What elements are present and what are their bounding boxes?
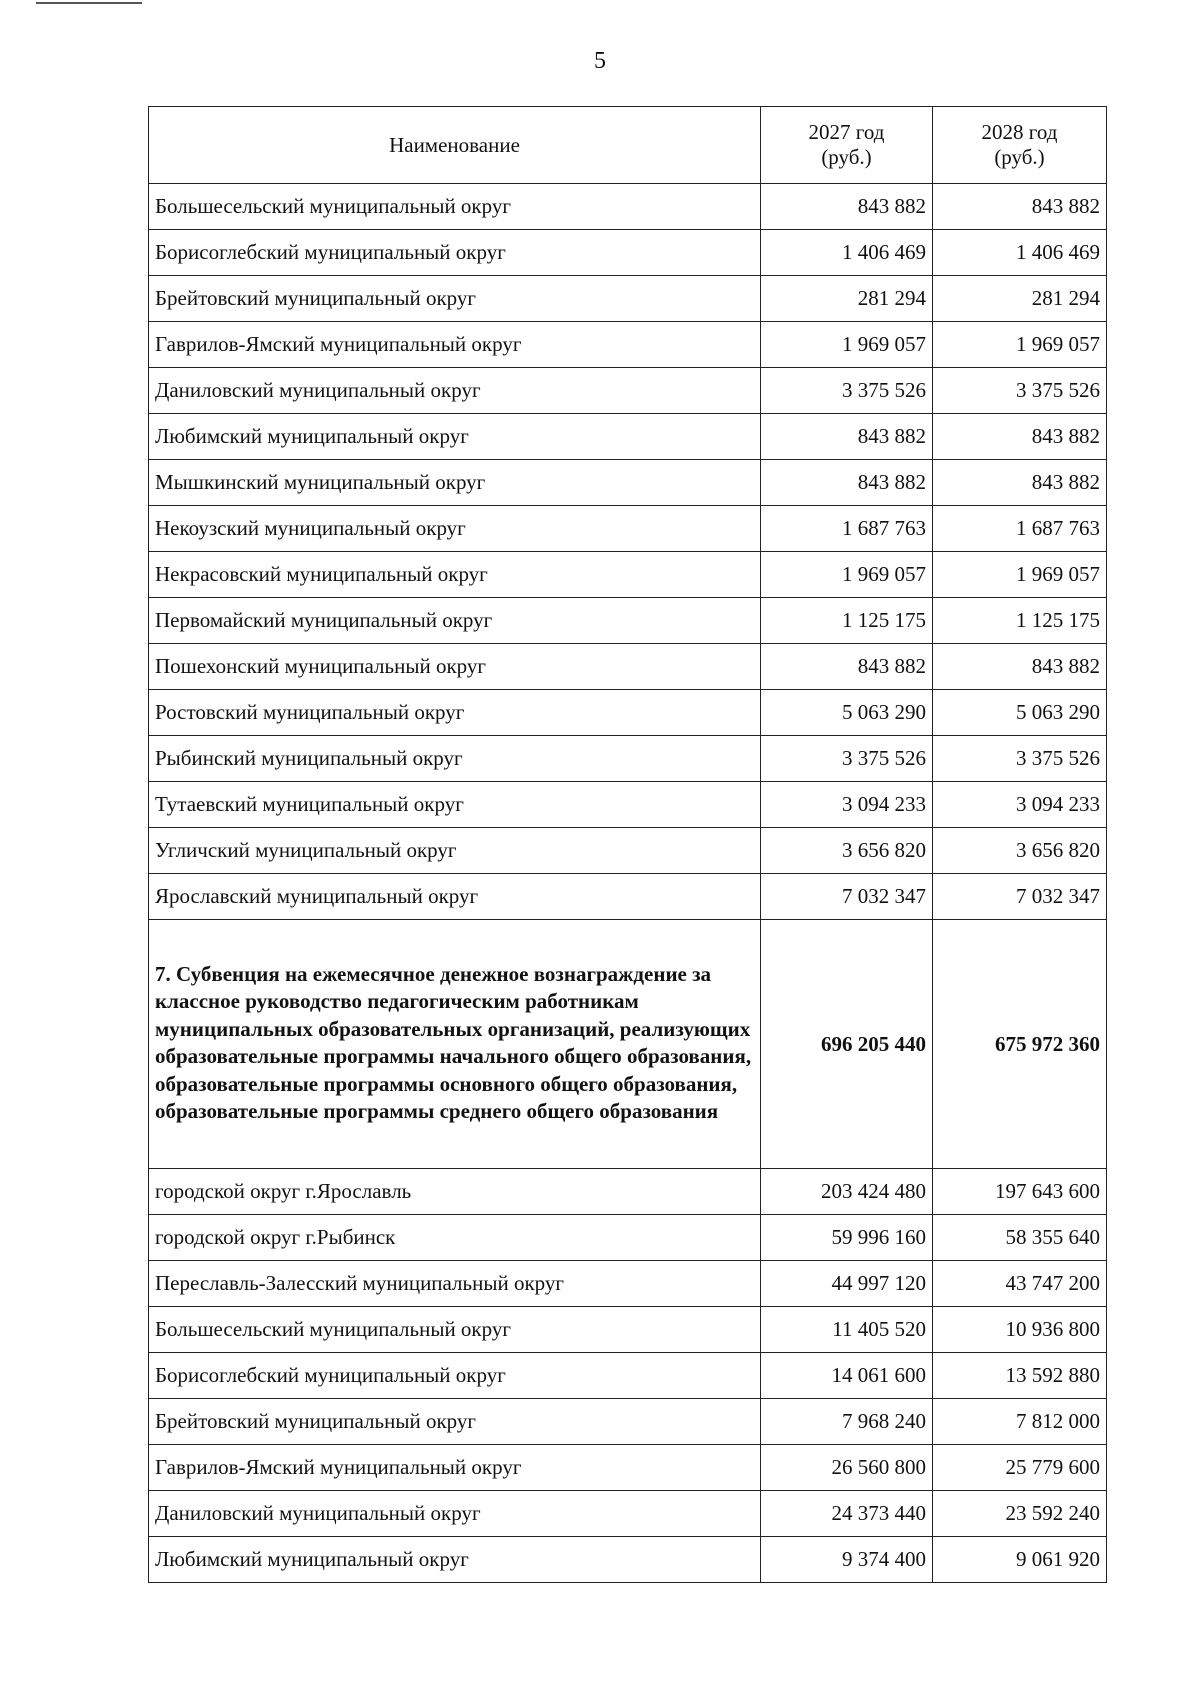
table-body <box>149 184 1107 1583</box>
amount-2028-cell: 843 882 <box>933 414 1107 460</box>
table-header-row <box>149 107 1107 184</box>
table-row <box>149 782 1107 828</box>
amount-2027-cell: 1 687 763 <box>761 506 933 552</box>
municipality-name-cell: Ростовский муниципальный округ <box>149 690 761 736</box>
amount-2027-cell: 843 882 <box>761 460 933 506</box>
amount-2028-cell: 7 032 347 <box>933 874 1107 920</box>
amount-2027-cell: 3 094 233 <box>761 782 933 828</box>
amount-2028-cell: 843 882 <box>933 460 1107 506</box>
municipality-name-cell: Угличский муниципальный округ <box>149 828 761 874</box>
amount-2028-cell: 3 094 233 <box>933 782 1107 828</box>
amount-2028-cell: 5 063 290 <box>933 690 1107 736</box>
table-row <box>149 690 1107 736</box>
amount-2027-cell: 843 882 <box>761 184 933 230</box>
municipality-name-cell: Любимский муниципальный округ <box>149 414 761 460</box>
municipality-name-cell: Большесельский муниципальный округ <box>149 1307 761 1353</box>
municipality-name-cell: Даниловский муниципальный округ <box>149 368 761 414</box>
amount-2028-cell: 1 969 057 <box>933 552 1107 598</box>
municipality-name-cell: Брейтовский муниципальный округ <box>149 1399 761 1445</box>
table-row <box>149 1169 1107 1215</box>
amount-2027-cell: 11 405 520 <box>761 1307 933 1353</box>
amount-2028-cell: 675 972 360 <box>933 920 1107 1169</box>
scan-edge-mark <box>36 2 142 4</box>
amount-2027-cell: 1 406 469 <box>761 230 933 276</box>
header-year-2027: 2027 год (руб.) <box>761 107 933 184</box>
table-row <box>149 1491 1107 1537</box>
table-row <box>149 506 1107 552</box>
amount-2028-cell: 1 687 763 <box>933 506 1107 552</box>
amount-2027-cell: 281 294 <box>761 276 933 322</box>
section-row <box>149 920 1107 1169</box>
table-row <box>149 1261 1107 1307</box>
amount-2027-cell: 203 424 480 <box>761 1169 933 1215</box>
table-row <box>149 184 1107 230</box>
municipality-name-cell: Борисоглебский муниципальный округ <box>149 1353 761 1399</box>
amount-2028-cell: 1 969 057 <box>933 322 1107 368</box>
municipality-name-cell: Некрасовский муниципальный округ <box>149 552 761 598</box>
amount-2028-cell: 843 882 <box>933 644 1107 690</box>
municipality-name-cell: Любимский муниципальный округ <box>149 1537 761 1583</box>
amount-2027-cell: 5 063 290 <box>761 690 933 736</box>
amount-2027-cell: 7 968 240 <box>761 1399 933 1445</box>
amount-2028-cell: 281 294 <box>933 276 1107 322</box>
amount-2027-cell: 696 205 440 <box>761 920 933 1169</box>
amount-2028-cell: 197 643 600 <box>933 1169 1107 1215</box>
amount-2028-cell: 9 061 920 <box>933 1537 1107 1583</box>
table-row <box>149 1307 1107 1353</box>
municipality-name-cell: Первомайский муниципальный округ <box>149 598 761 644</box>
table-row <box>149 460 1107 506</box>
amount-2027-cell: 1 125 175 <box>761 598 933 644</box>
municipality-name-cell: Даниловский муниципальный округ <box>149 1491 761 1537</box>
amount-2027-cell: 9 374 400 <box>761 1537 933 1583</box>
section-title-cell: 7. Субвенция на ежемесячное денежное вознаграждение за классное руководство педагогическим работникам муниципальных образовательных организаций, реализующих образовательные программы начального общего образования, образовательные программы основного общего образования, образовательные программы среднего общего образования <box>149 920 761 1169</box>
amount-2028-cell: 3 656 820 <box>933 828 1107 874</box>
amount-2027-cell: 3 656 820 <box>761 828 933 874</box>
amount-2027-cell: 26 560 800 <box>761 1445 933 1491</box>
amount-2027-cell: 3 375 526 <box>761 368 933 414</box>
table-row <box>149 598 1107 644</box>
table-row <box>149 230 1107 276</box>
municipality-name-cell: Брейтовский муниципальный округ <box>149 276 761 322</box>
municipality-name-cell: Тутаевский муниципальный округ <box>149 782 761 828</box>
table-row <box>149 368 1107 414</box>
table-row <box>149 828 1107 874</box>
table-row <box>149 276 1107 322</box>
amount-2028-cell: 13 592 880 <box>933 1353 1107 1399</box>
municipality-name-cell: Большесельский муниципальный округ <box>149 184 761 230</box>
amount-2027-cell: 14 061 600 <box>761 1353 933 1399</box>
header-name: Наименование <box>149 107 761 184</box>
amount-2028-cell: 3 375 526 <box>933 368 1107 414</box>
budget-table <box>148 106 1107 1583</box>
table-row <box>149 1537 1107 1583</box>
amount-2028-cell: 43 747 200 <box>933 1261 1107 1307</box>
municipality-name-cell: Некоузский муниципальный округ <box>149 506 761 552</box>
municipality-name-cell: Ярославский муниципальный округ <box>149 874 761 920</box>
header-year-2028: 2028 год (руб.) <box>933 107 1107 184</box>
amount-2027-cell: 843 882 <box>761 414 933 460</box>
table-row <box>149 736 1107 782</box>
table-row <box>149 874 1107 920</box>
amount-2027-cell: 3 375 526 <box>761 736 933 782</box>
table-row <box>149 1353 1107 1399</box>
municipality-name-cell: Переславль-Залесский муниципальный округ <box>149 1261 761 1307</box>
amount-2027-cell: 843 882 <box>761 644 933 690</box>
table-row <box>149 644 1107 690</box>
amount-2028-cell: 843 882 <box>933 184 1107 230</box>
municipality-name-cell: Пошехонский муниципальный округ <box>149 644 761 690</box>
table-row <box>149 552 1107 598</box>
municipality-name-cell: Рыбинский муниципальный округ <box>149 736 761 782</box>
amount-2028-cell: 23 592 240 <box>933 1491 1107 1537</box>
table-row <box>149 414 1107 460</box>
table-row <box>149 1445 1107 1491</box>
municipality-name-cell: городской округ г.Рыбинск <box>149 1215 761 1261</box>
municipality-name-cell: Мышкинский муниципальный округ <box>149 460 761 506</box>
amount-2027-cell: 59 996 160 <box>761 1215 933 1261</box>
municipality-name-cell: Гаврилов-Ямский муниципальный округ <box>149 322 761 368</box>
amount-2028-cell: 1 406 469 <box>933 230 1107 276</box>
amount-2028-cell: 7 812 000 <box>933 1399 1107 1445</box>
amount-2028-cell: 1 125 175 <box>933 598 1107 644</box>
amount-2027-cell: 1 969 057 <box>761 552 933 598</box>
table-row <box>149 1215 1107 1261</box>
table-row <box>149 1399 1107 1445</box>
amount-2027-cell: 1 969 057 <box>761 322 933 368</box>
amount-2027-cell: 7 032 347 <box>761 874 933 920</box>
municipality-name-cell: Гаврилов-Ямский муниципальный округ <box>149 1445 761 1491</box>
amount-2028-cell: 58 355 640 <box>933 1215 1107 1261</box>
amount-2028-cell: 10 936 800 <box>933 1307 1107 1353</box>
municipality-name-cell: городской округ г.Ярославль <box>149 1169 761 1215</box>
municipality-name-cell: Борисоглебский муниципальный округ <box>149 230 761 276</box>
amount-2028-cell: 3 375 526 <box>933 736 1107 782</box>
amount-2028-cell: 25 779 600 <box>933 1445 1107 1491</box>
table-row <box>149 322 1107 368</box>
amount-2027-cell: 24 373 440 <box>761 1491 933 1537</box>
amount-2027-cell: 44 997 120 <box>761 1261 933 1307</box>
page-number: 5 <box>594 48 606 74</box>
